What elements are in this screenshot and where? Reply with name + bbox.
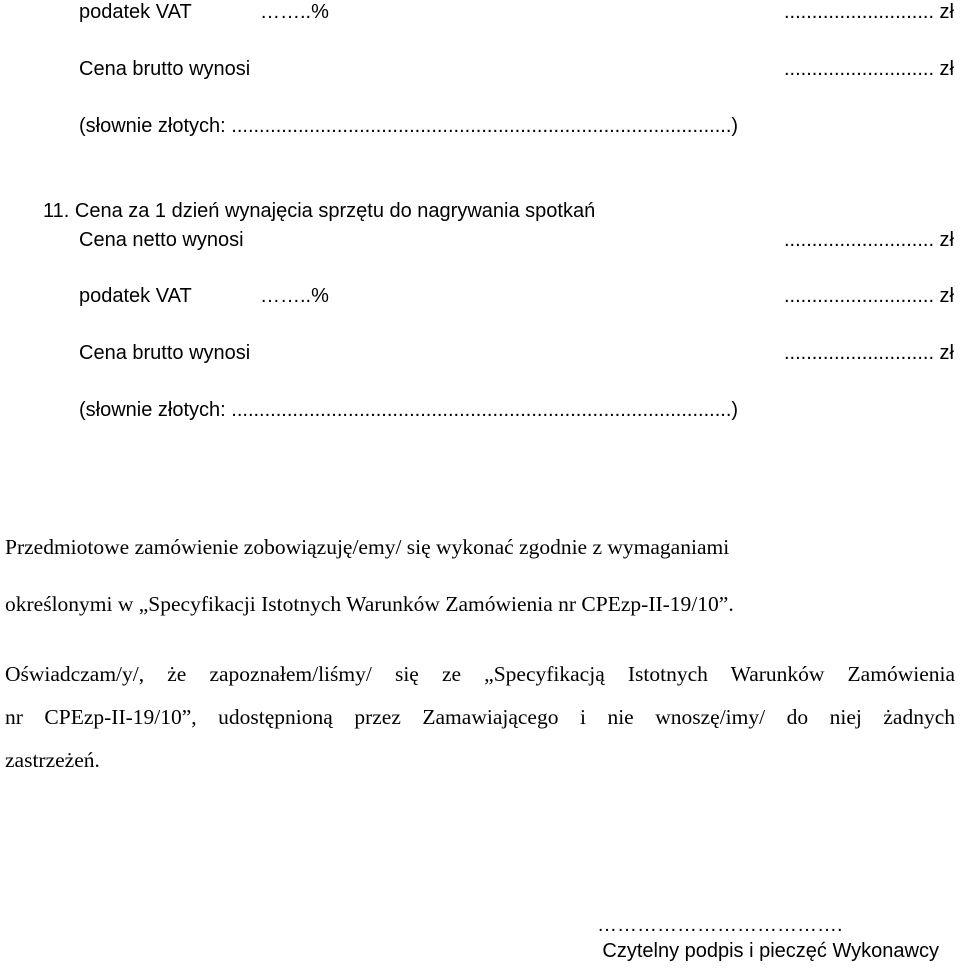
- gross-price-amount-blank: ........................... zł: [783, 342, 954, 364]
- amount-in-words-blank: (słownie złotych: ..........................................................................................): [79, 399, 739, 421]
- signature-caption: Czytelny podpis i pieczęć Wykonawcy: [602, 940, 939, 962]
- net-price-amount-blank: ........................... zł: [783, 229, 954, 251]
- vat-percent-blank: ……..%: [260, 285, 329, 307]
- amount-in-words-blank: (słownie złotych: ..........................................................................................): [79, 115, 739, 137]
- gross-price-amount-blank: ........................... zł: [783, 58, 954, 80]
- vat-amount-blank: ........................... zł: [783, 1, 954, 23]
- net-price-label: Cena netto wynosi: [79, 229, 244, 251]
- declaration-paragraph-1-line-2: określonymi w „Specyfikacji Istotnych Warunków Zamówienia nr CPEzp-II-19/10”.: [5, 592, 734, 616]
- vat-percent-blank: ……..%: [260, 1, 329, 23]
- declaration-paragraph-1-line-1: Przedmiotowe zamówienie zobowiązuję/emy/ się wykonać zgodnie z wymaganiami: [5, 535, 730, 559]
- gross-price-label: Cena brutto wynosi: [79, 58, 251, 80]
- vat-amount-blank: ........................... zł: [783, 285, 954, 307]
- vat-label: podatek VAT: [79, 285, 192, 307]
- section-11-heading: 11. Cena za 1 dzień wynajęcia sprzętu do nagrywania spotkań: [43, 200, 596, 222]
- declaration-paragraph-2-line-2: nr CPEzp-II-19/10”, udostępnioną przez Zamawiającego i nie wnoszę/imy/ do niej żadnych: [5, 705, 955, 729]
- signature-dotted-line: ……………………………….: [597, 914, 843, 936]
- gross-price-label: Cena brutto wynosi: [79, 342, 251, 364]
- vat-label: podatek VAT: [79, 1, 192, 23]
- declaration-paragraph-2-line-1: Oświadczam/y/, że zapoznałem/liśmy/ się ze „Specyfikacją Istotnych Warunków Zamówienia: [5, 662, 955, 686]
- declaration-paragraph-2-line-3: zastrzeżeń.: [5, 748, 100, 772]
